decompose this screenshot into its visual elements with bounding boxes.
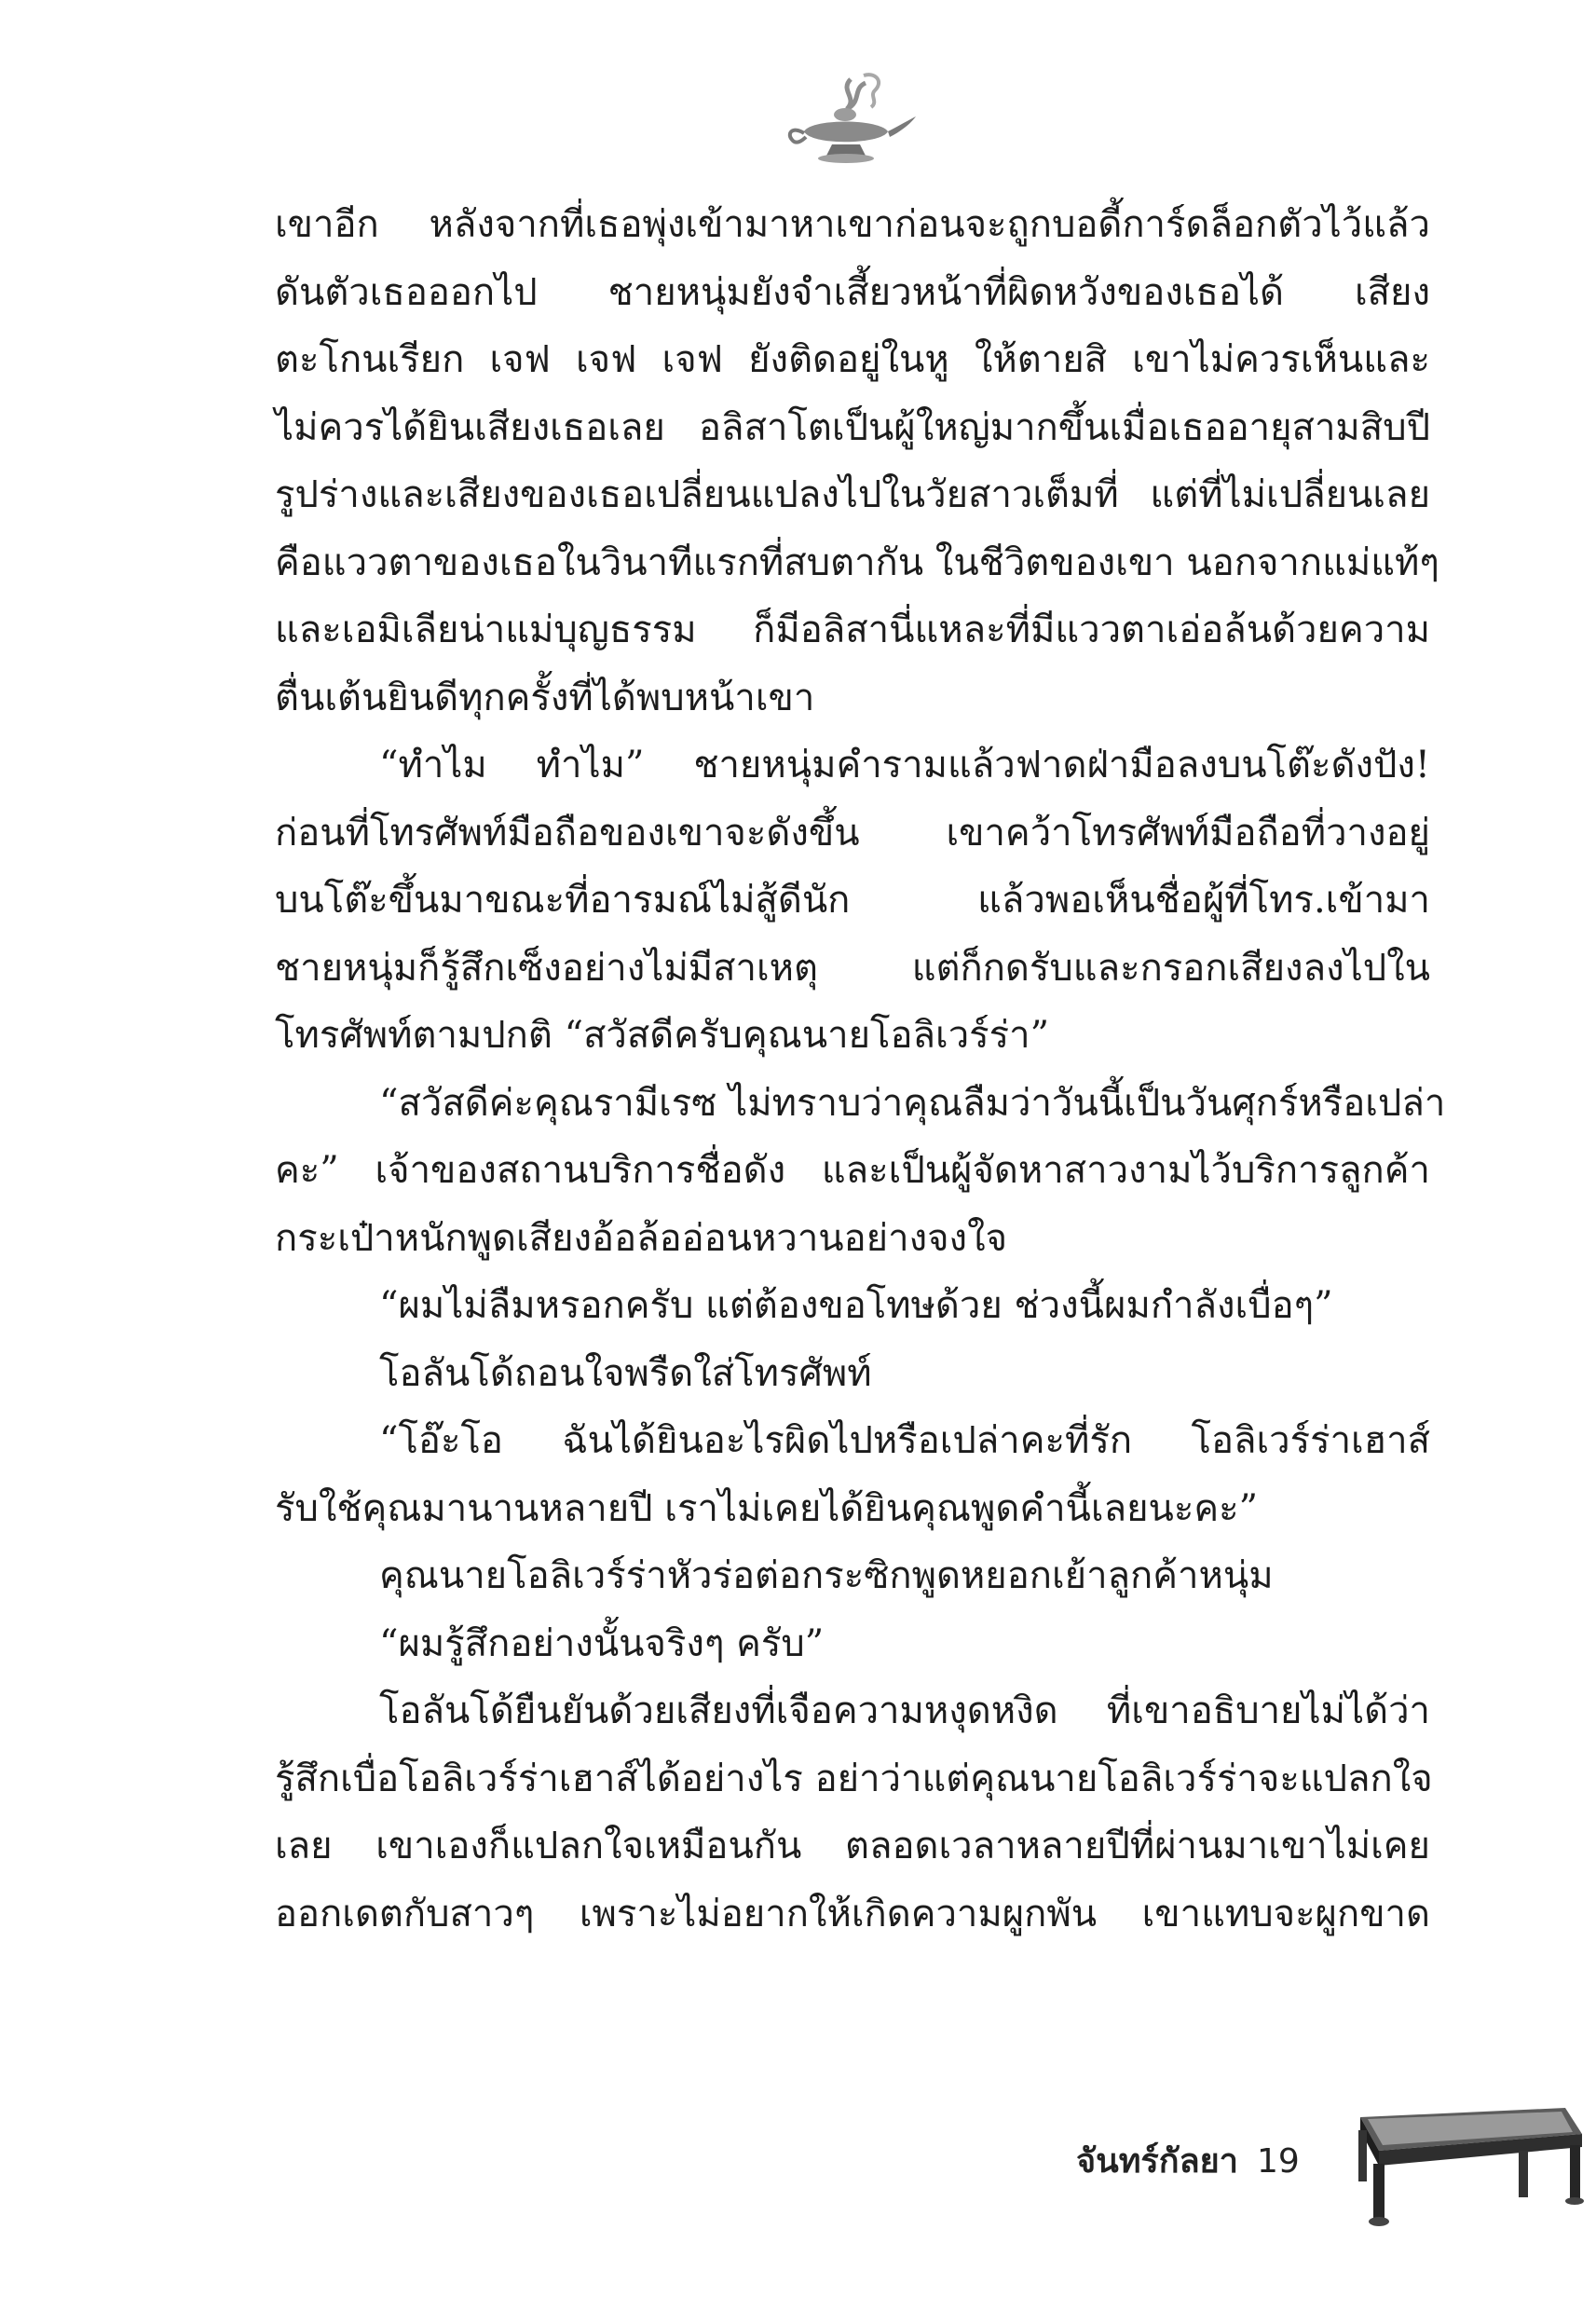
text-line: ตื่นเต้นยินดีทุกครั้งที่ได้พบหน้าเขา (275, 676, 815, 719)
text-line: ชายหนุ่มก็รู้สึกเซ็งอย่างไม่มีสาเหตุ แต่ก็กดรับและกรอกเสียงลงไปใน (275, 946, 1430, 990)
text-line: ไม่ควรได้ยินเสียงเธอเลย อลิสาโตเป็นผู้ใหญ่มากขึ้นเมื่อเธออายุสามสิบปี (275, 405, 1430, 449)
text-line: เลย เขาเองก็แปลกใจเหมือนกัน ตลอดเวลาหลายปีที่ผ่านมาเขาไม่เคย (275, 1825, 1430, 1867)
text-line: และเอมิเลียน่าแม่บุญธรรม ก็มีอลิสานี่แหละที่มีแววตาเอ่อล้นด้วยความ (275, 609, 1430, 651)
page-footer (1025, 2097, 1584, 2283)
text-line: “ผมรู้สึกอย่างนั้นจริงๆ ครับ” (379, 1621, 825, 1665)
text-line: ก่อนที่โทรศัพท์มือถือของเขาจะดังขึ้น เขาคว้าโทรศัพท์มือถือที่วางอยู่ (275, 811, 1430, 855)
text-line: โอลันโด้ยืนยันด้วยเสียงที่เจือความหงุดหงิด ที่เขาอธิบายไม่ได้ว่า (379, 1689, 1430, 1732)
magic-lamp-ornament-icon (778, 70, 918, 168)
text-line: โอลันโด้ถอนใจพรืดใส่โทรศัพท์ (379, 1351, 872, 1395)
text-line: ดันตัวเธอออกไป ชายหนุ่มยังจำเสี้ยวหน้าที่ผิดหวังของเธอได้ เสียง (275, 270, 1430, 314)
page-number: 19 (1256, 2142, 1300, 2181)
body-text (275, 191, 1446, 1948)
text-line: “สวัสดีค่ะคุณรามีเรซ ไม่ทราบว่าคุณลืมว่าวันนี้เป็นวันศุกร์หรือเปล่า (379, 1081, 1446, 1125)
text-line: ออกเดตกับสาวๆ เพราะไม่อยากให้เกิดความผูกพัน เขาแทบจะผูกขาด (275, 1892, 1430, 1935)
text-line: “โอ๊ะโอ ฉันได้ยินอะไรผิดไปหรือเปล่าคะที่รัก โอลิเวร์ร่าเฮาส์ (379, 1419, 1430, 1462)
text-line: ตะโกนเรียก เจฟ เจฟ เจฟ ยังติดอยู่ในหู ให้ตายสิ เขาไม่ควรเห็นและ (275, 338, 1430, 381)
text-line: “ผมไม่ลืมหรอกครับ แต่ต้องขอโทษด้วย ช่วงนี้ผมกำลังเบื่อๆ” (379, 1284, 1333, 1327)
text-line: กระเป๋าหนักพูดเสียงอ้อล้ออ่อนหวานอย่างจงใจ (275, 1216, 1008, 1260)
text-line: คุณนายโอลิเวร์ร่าหัวร่อต่อกระซิกพูดหยอกเย้าลูกค้าหนุ่ม (379, 1554, 1274, 1597)
text-line: บนโต๊ะขึ้นมาขณะที่อารมณ์ไม่สู้ดีนัก แล้วพอเห็นชื่อผู้ที่โทร.เข้ามา (275, 879, 1430, 922)
text-line: “ทำไม ทำไม” ชายหนุ่มคำรามแล้วฟาดฝ่ามือลงบนโต๊ะดังปัง! (379, 744, 1430, 786)
text-line: คะ” เจ้าของสถานบริการชื่อดัง และเป็นผู้จัดหาสาวงามไว้บริการลูกค้า (275, 1149, 1430, 1192)
text-line: โทรศัพท์ตามปกติ “สวัสดีครับคุณนายโอลิเวร์ร่า” (275, 1014, 1050, 1057)
text-line: คือแววตาของเธอในวินาทีแรกที่สบตากัน ในชีวิตของเขา นอกจากแม่แท้ๆ (275, 540, 1439, 584)
book-title: จันทร์กัลยา (1076, 2142, 1238, 2181)
text-line: เขาอีก หลังจากที่เธอพุ่งเข้ามาหาเขาก่อนจะถูกบอดี้การ์ดล็อกตัวไว้แล้ว (275, 203, 1430, 246)
running-footer (1076, 2134, 1300, 2187)
text-line: รับใช้คุณมานานหลายปี เราไม่เคยได้ยินคุณพูดคำนี้เลยนะคะ” (275, 1486, 1259, 1530)
billiard-table-icon (1332, 2097, 1584, 2236)
text-line: รู้สึกเบื่อโอลิเวร์ร่าเฮาส์ได้อย่างไร อย่าว่าแต่คุณนายโอลิเวร์ร่าจะแปลกใจ (275, 1757, 1433, 1800)
text-line: รูปร่างและเสียงของเธอเปลี่ยนแปลงไปในวัยสาวเต็มที่ แต่ที่ไม่เปลี่ยนเลย (275, 473, 1430, 516)
